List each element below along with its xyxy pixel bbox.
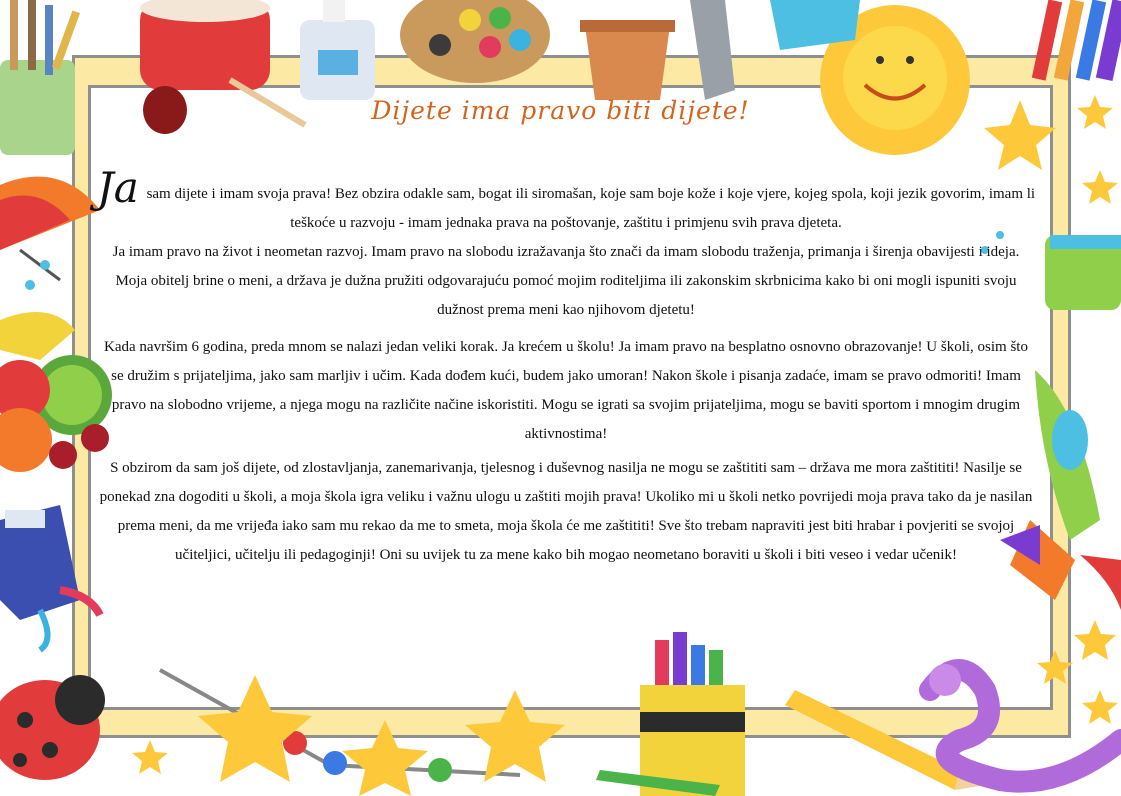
paragraph-rights: Ja imam pravo na život i neometan razvoj. Imam pravo na slobodu izražavanja što znači da imam slobodu traženja, primanja i širenja obavijesti i ideja. Moja obitelj brine o meni, a država je dužna pružiti odgovarajuću pomoć mojim roditeljima ili zakonskim skrbnicima kako bi oni mogli ispuniti svoju dužnost prema meni kao njihovom djetetu! bbox=[112, 244, 1020, 318]
paint-palette-icon bbox=[400, 0, 550, 83]
paragraph-intro bbox=[96, 163, 1036, 238]
paint-tube-icon bbox=[0, 505, 100, 650]
worm-icon bbox=[929, 664, 1121, 782]
stars-right-icon bbox=[1037, 620, 1118, 724]
star-characters-icon bbox=[132, 675, 565, 796]
crayon-box-icon bbox=[596, 632, 745, 796]
paragraph-intro-text: sam dijete i imam svoja prava! Bez obzira odakle sam, bogat ili siromašan, koje sam boje kože i koje vjere, kojeg spola, koji jezik govorim, imam li teškoće u razvoju - imam jednaka prava na poštovanje, zaštitu i primjenu svih prava djeteta. bbox=[146, 186, 1036, 231]
ladybug-icon bbox=[0, 675, 105, 780]
paint-brushes-icon bbox=[0, 0, 80, 155]
umbrella-icon bbox=[0, 177, 100, 290]
sun-icon bbox=[770, 0, 970, 155]
document-body bbox=[96, 163, 1036, 570]
drop-cap: Ja bbox=[96, 163, 139, 212]
paragraph-protection: S obzirom da sam još dijete, od zlostavljanja, zanemarivanja, tjelesnog i duševnog nasilja ne mogu se zaštititi sam – država me mora zaštititi! Nasilje se ponekad zna dogoditi u školi, a moja škola igra veliku i važnu ulogu u zaštiti mojih prava! Ukoliko mi u školi netko povrijedi moja prava tako da je nasilan prema meni, da me vrijeđa iako sam mu rekao da me to smeta, moja škola će me zaštititi! Sve što trebam napraviti jest biti hrabar i povjeriti se svojoj učiteljici, učitelju ili pedagoginji! Oni su uvijek tu za mene kako bih mogao neometano boraviti u školi i biti veseo i vedar učenik! bbox=[99, 460, 1033, 563]
paragraph-school: Kada navršim 6 godina, preda mnom se nalazi jedan veliki korak. Ja krećem u školu! Ja imam pravo na besplatno osnovno obrazovanje! U školi, osim što se družim s prijateljima, jako sam marljiv i učim. Kada dođem kući, budem jako umoran! Nakon škole i pisanja zadaće, imam se pravo odmoriti! Imam pravo na slobodno vrijeme, a njega mogu na različite načine iskoristiti. Mogu se igrati sa svojim prijateljima, mogu se baviti sportom i mnogim drugim aktivnostima! bbox=[104, 339, 1028, 442]
page-title: Dijete ima pravo biti dijete! bbox=[371, 96, 750, 125]
pot-icon bbox=[580, 0, 735, 100]
crayons-top-icon bbox=[1032, 0, 1121, 81]
glue-bottle-icon bbox=[300, 0, 375, 100]
